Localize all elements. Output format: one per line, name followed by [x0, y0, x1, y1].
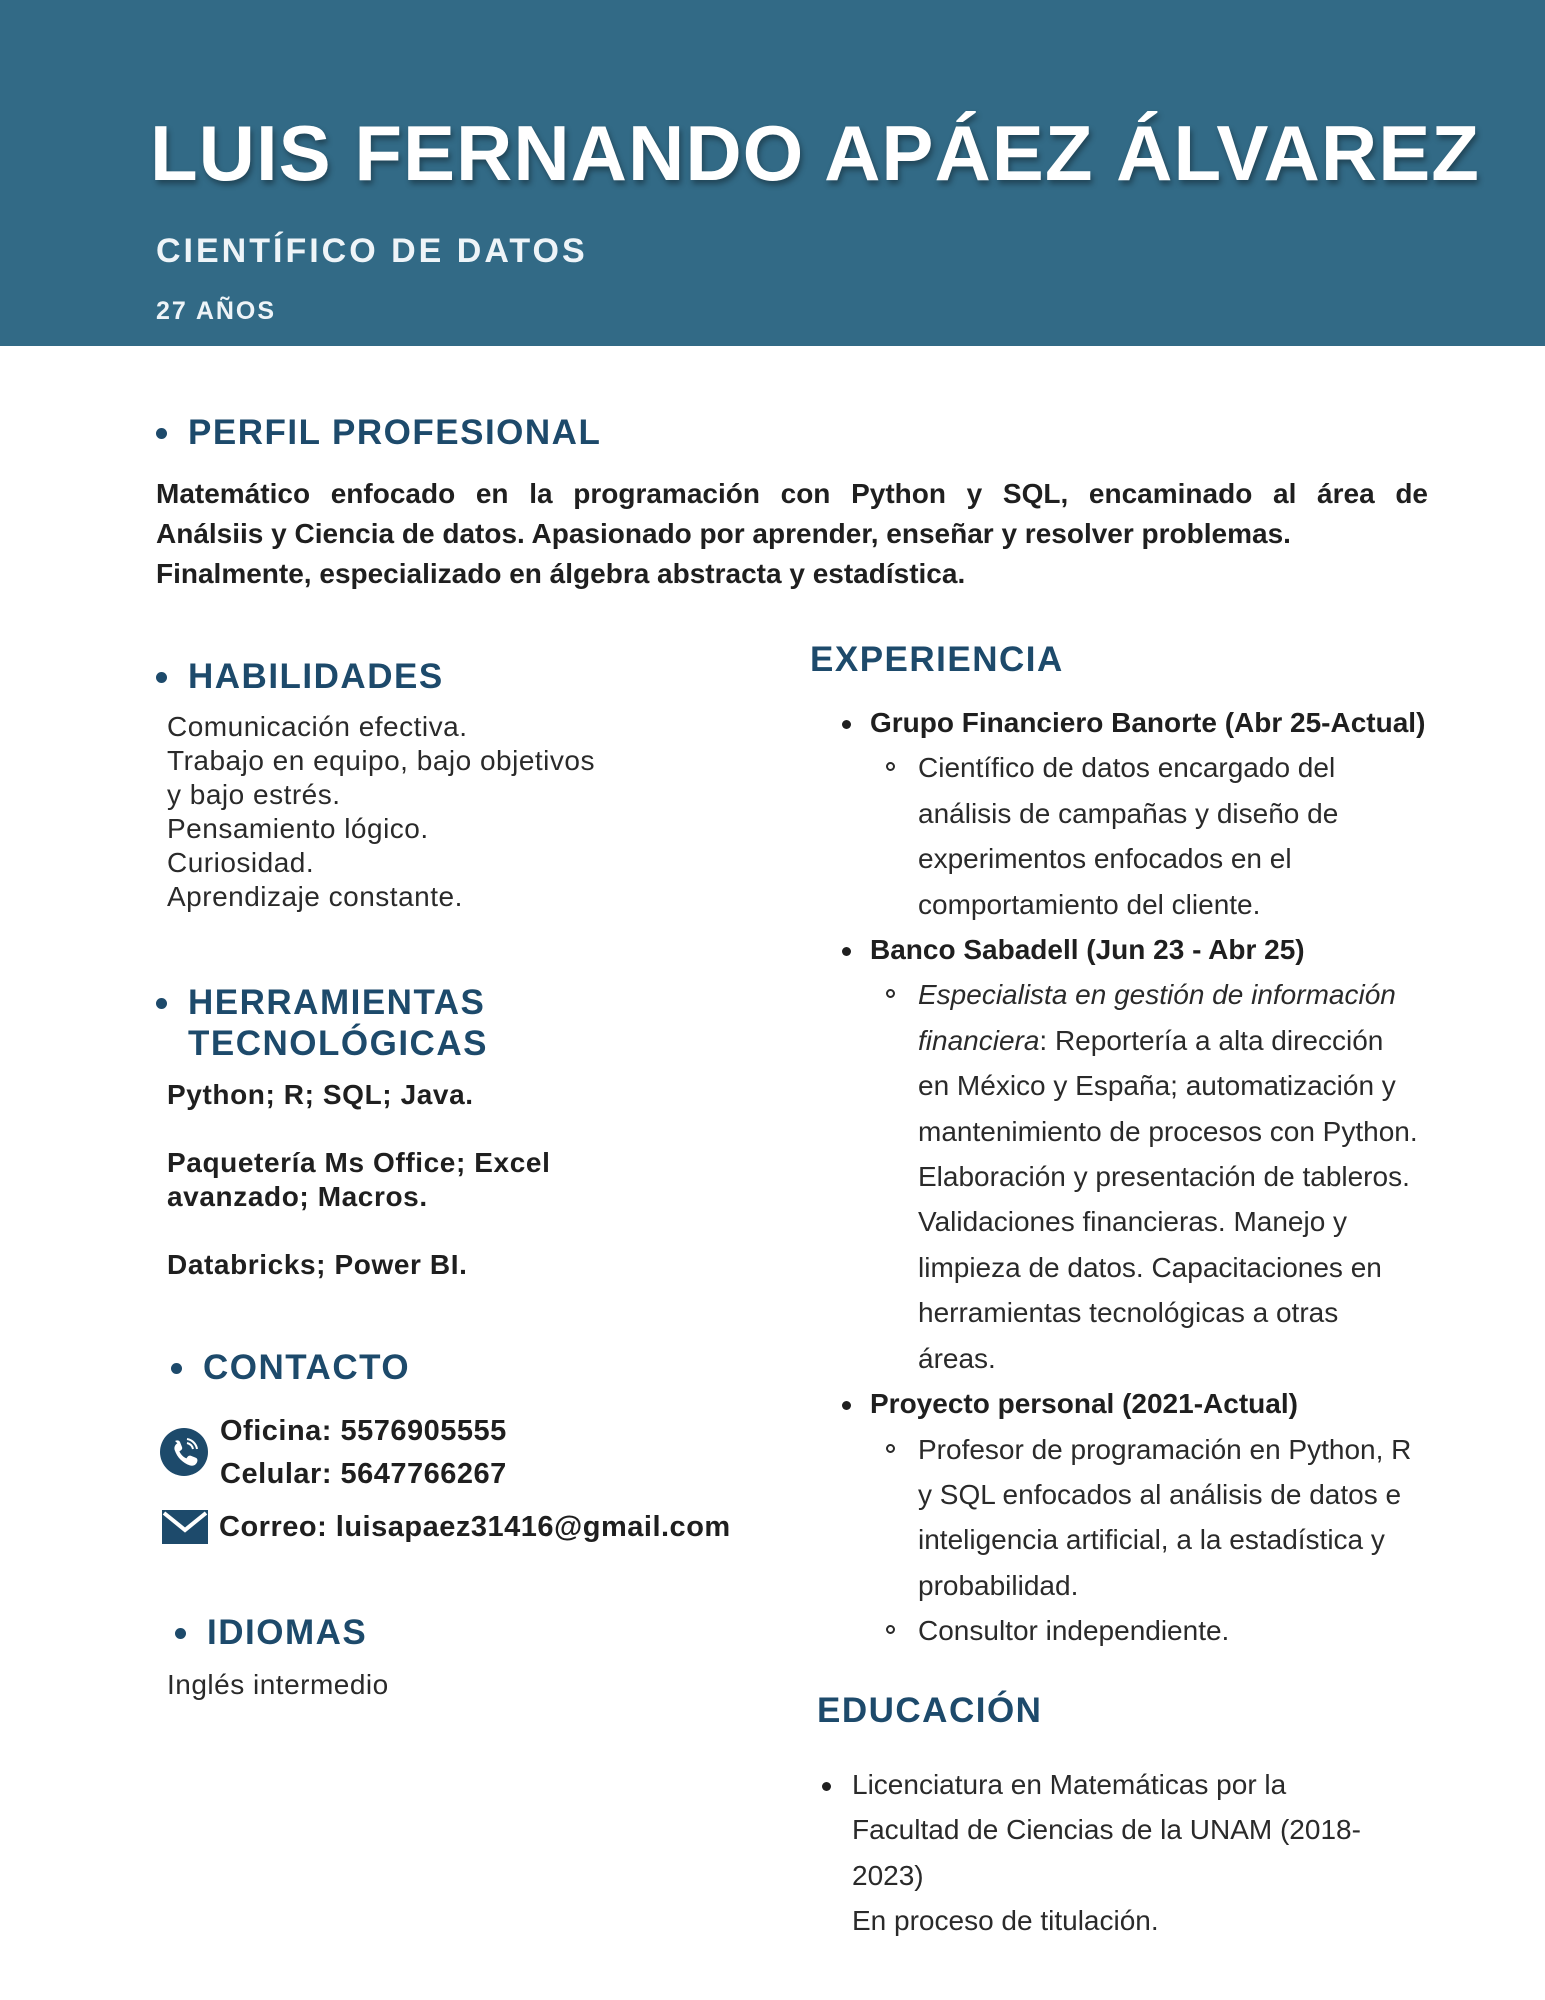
header-banner — [0, 0, 1545, 346]
bullet-icon — [156, 672, 167, 683]
bullet-icon — [156, 998, 167, 1009]
education-line: En proceso de titulación. — [852, 1905, 1159, 1937]
languages-list — [167, 1668, 389, 1702]
skill-item: Comunicación efectiva. — [167, 711, 468, 742]
section-title-text: HABILIDADES — [188, 657, 444, 696]
section-title-text: IDIOMAS — [207, 1613, 368, 1652]
education-item — [816, 1762, 1492, 1944]
skill-item: Curiosidad. — [167, 847, 315, 878]
skills-list — [167, 710, 595, 914]
bullet-icon — [822, 1782, 831, 1791]
section-languages-title — [207, 1612, 367, 1653]
experience-item — [800, 927, 1500, 1381]
circle-bullet-icon — [886, 1625, 895, 1634]
job-title: CIENTÍFICO DE DATOS — [156, 232, 588, 270]
profile-line: Finalmente, especializado en álgebra abstracta y estadística. — [156, 558, 966, 589]
detail-line: herramientas tecnológicas a otras — [918, 1297, 1339, 1329]
section-education-title — [817, 1690, 1042, 1731]
profile-summary — [156, 474, 1428, 594]
job-detail — [870, 972, 1500, 1381]
experience-item — [800, 700, 1500, 927]
detail-line — [918, 1018, 1500, 1063]
tool-item: avanzado; Macros. — [167, 1181, 428, 1212]
detail-line: Consultor independiente. — [918, 1615, 1230, 1647]
education-line: Licenciatura en Matemáticas por la — [852, 1769, 1287, 1800]
mail-icon — [162, 1510, 208, 1544]
circle-bullet-icon — [886, 762, 895, 771]
section-tools-title — [188, 982, 488, 1064]
experience-item — [800, 1381, 1500, 1653]
circle-bullet-icon — [886, 989, 895, 998]
detail-line: áreas. — [918, 1342, 996, 1374]
detail-line: comportamiento del cliente. — [918, 888, 1261, 920]
tool-item: Python; R; SQL; Java. — [167, 1079, 474, 1110]
mobile-phone: Celular: 5647766267 — [220, 1458, 507, 1490]
bullet-icon — [842, 947, 851, 956]
skill-item: y bajo estrés. — [167, 779, 341, 810]
language-item: Inglés intermedio — [167, 1669, 389, 1700]
tools-list — [167, 1078, 550, 1282]
full-name: LUIS FERNANDO APÁEZ ÁLVAREZ — [150, 109, 1480, 197]
profile-line: Matemático enfocado en la programación con Python y SQL, encaminado al área de — [156, 478, 1428, 509]
phone-numbers — [220, 1410, 507, 1496]
role-description: : Reportería a alta dirección — [1039, 1024, 1384, 1056]
detail-line: Científico de datos encargado del — [918, 752, 1336, 784]
detail-line: Elaboración y presentación de tableros. — [918, 1161, 1410, 1193]
detail-line: experimentos enfocados en el — [918, 843, 1292, 875]
detail-line: y SQL enfocados al análisis de datos e — [918, 1478, 1402, 1510]
detail-line: inteligencia artificial, a la estadística y — [918, 1524, 1385, 1556]
education-line: 2023) — [852, 1859, 924, 1891]
job-heading: Grupo Financiero Banorte (Abr 25-Actual) — [870, 707, 1426, 738]
phone-icon — [160, 1428, 208, 1476]
role-name: financiera — [918, 1024, 1040, 1056]
section-title-text: HERRAMIENTAS — [188, 983, 486, 1022]
job-detail — [870, 1608, 1500, 1653]
age: 27 AÑOS — [156, 297, 277, 325]
skill-item: Trabajo en equipo, bajo objetivos — [167, 745, 595, 776]
skill-item: Pensamiento lógico. — [167, 813, 429, 844]
detail-line: Profesor de programación en Python, R — [918, 1433, 1412, 1465]
office-phone: Oficina: 5576905555 — [220, 1415, 507, 1447]
section-skills-title — [188, 656, 444, 697]
section-title-text: CONTACTO — [203, 1348, 411, 1387]
section-title-text: TECNOLÓGICAS — [188, 1024, 488, 1063]
detail-line: Especialista en gestión de información — [918, 979, 1396, 1011]
tool-item: Paquetería Ms Office; Excel — [167, 1147, 551, 1178]
tool-item: Databricks; Power BI. — [167, 1249, 468, 1280]
circle-bullet-icon — [886, 1444, 895, 1453]
bullet-icon — [175, 1628, 186, 1639]
bullet-icon — [171, 1363, 182, 1374]
detail-line: limpieza de datos. Capacitaciones en — [918, 1251, 1382, 1283]
email-row — [219, 1506, 731, 1549]
experience-list — [800, 700, 1500, 1654]
detail-line: en México y España; automatización y — [918, 1070, 1396, 1102]
bullet-icon — [156, 428, 167, 439]
section-title-text: PERFIL PROFESIONAL — [188, 413, 602, 452]
section-title-text: EDUCACIÓN — [817, 1691, 1043, 1730]
detail-line: probabilidad. — [918, 1569, 1079, 1601]
detail-line: Validaciones financieras. Manejo y — [918, 1206, 1348, 1238]
section-contact-title — [203, 1347, 410, 1388]
detail-line: mantenimiento de procesos con Python. — [918, 1115, 1418, 1147]
section-title-text: EXPERIENCIA — [810, 640, 1064, 679]
bullet-icon — [842, 720, 851, 729]
section-profile-title — [188, 412, 601, 453]
profile-line: Análsiis y Ciencia de datos. Apasionado por aprender, enseñar y resolver problemas. — [156, 518, 1291, 549]
education-line: Facultad de Ciencias de la UNAM (2018- — [852, 1814, 1361, 1846]
detail-line: análisis de campañas y diseño de — [918, 797, 1339, 829]
job-detail — [870, 1427, 1500, 1609]
section-experience-title — [810, 639, 1064, 680]
skill-item: Aprendizaje constante. — [167, 881, 463, 912]
bullet-icon — [842, 1401, 851, 1410]
email-address: Correo: luisapaez31416@gmail.com — [219, 1511, 731, 1543]
job-detail — [870, 745, 1500, 927]
job-heading: Proyecto personal (2021-Actual) — [870, 1388, 1298, 1420]
job-heading: Banco Sabadell (Jun 23 - Abr 25) — [870, 934, 1305, 966]
